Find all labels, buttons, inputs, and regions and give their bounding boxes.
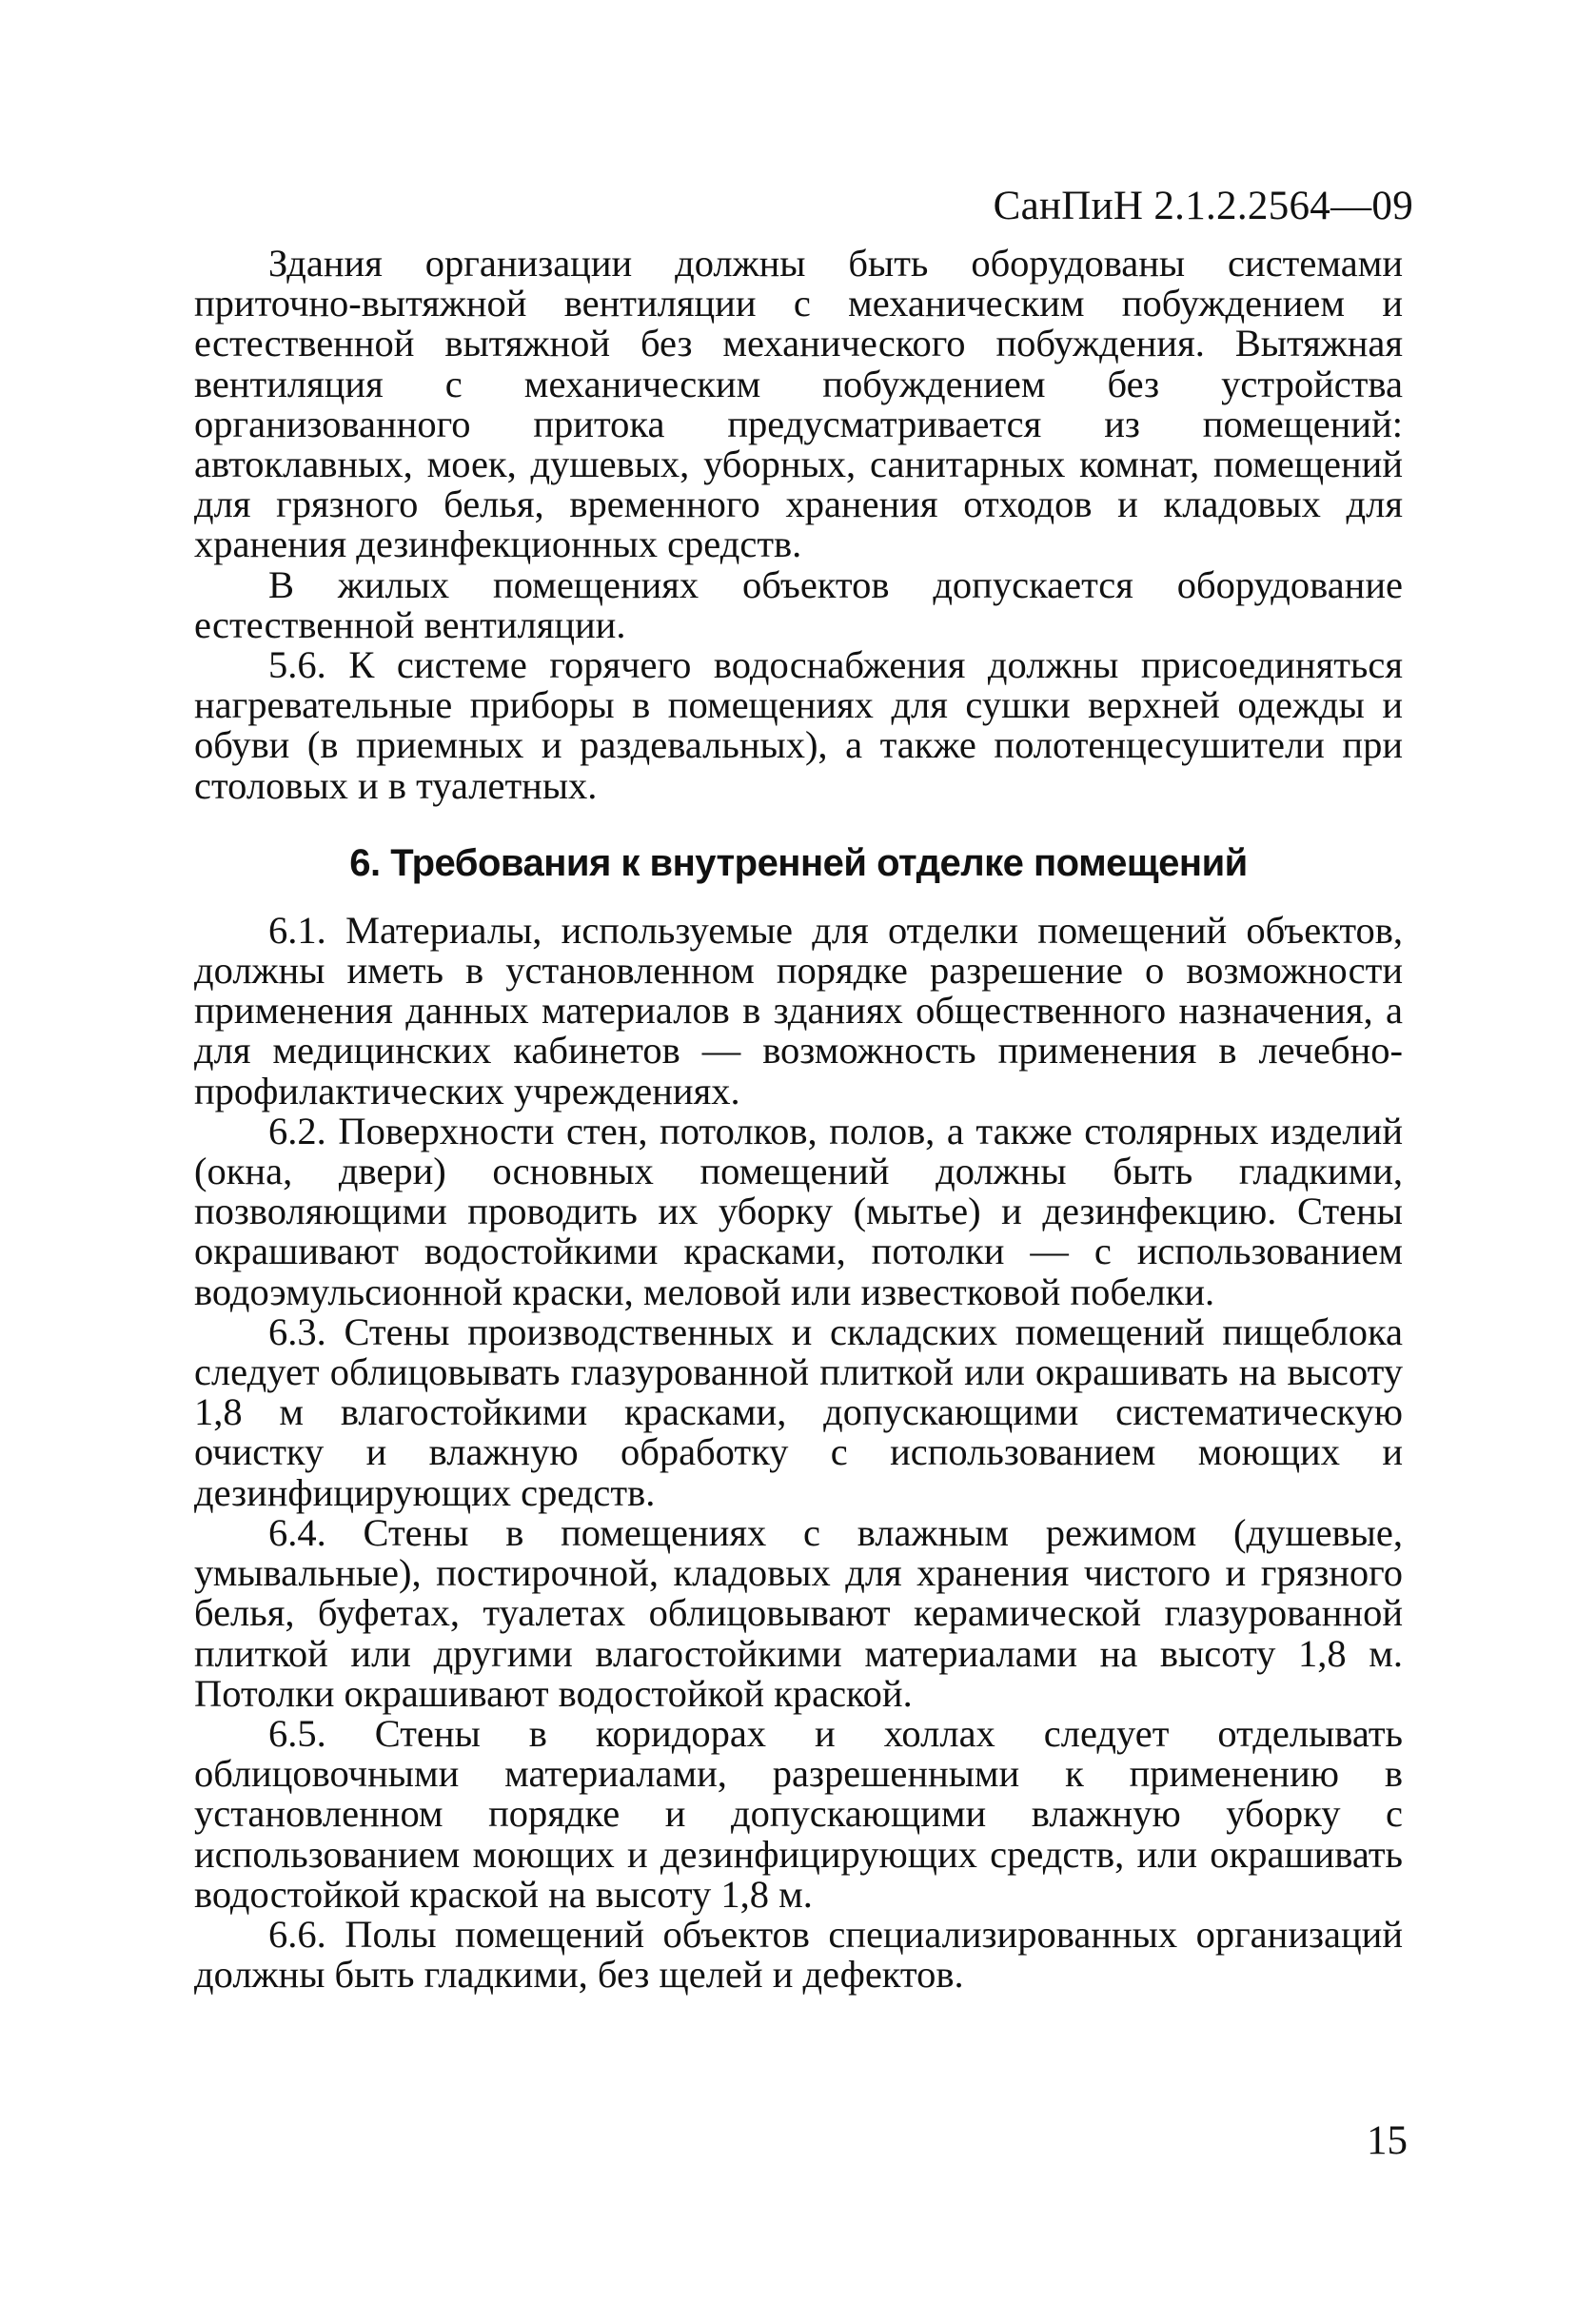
paragraph-6-3: 6.3. Стены производственных и складских помещений пищеблока следует облицовывать глазурованной плиткой или окрашивать на высоту 1,8 м влагостойкими красками, допускающими систематическую очистку и влажную обработку с использованием моющих и дезинфицирующих средств. [194,1309,1403,1514]
section-heading-6: 6. Требования к внутренней отделке помещений [349,841,1248,884]
paragraph-6-4: 6.4. Стены в помещениях с влажным режимом (душевые, умывальные), постирочной, кладовых для хранения чистого и грязного белья, буфетах, туалетах облицовывают керамической глазурованной плиткой или другими влагостойкими материалами на высоту 1,8 м. Потолки окрашивают водостойкой краской. [194,1510,1403,1715]
document-code-header: СанПиН 2.1.2.2564—09 [993,184,1413,228]
paragraph-6-1: 6.1. Материалы, используемые для отделки помещений объектов, должны иметь в установленном порядке разрешение о возможности применения данных материалов в зданиях общественного назначения, а для медицинских кабинетов — возможность применения в лечебно-профилактических учреждениях. [194,908,1403,1112]
paragraph-residential-ventilation: В жилых помещениях объектов допускается оборудование естественной вентиляции. [194,562,1403,646]
paragraph-5-6: 5.6. К системе горячего водоснабжения должны присоединяться нагревательные приборы в помещениях для сушки верхней одежды и обуви (в приемных и раздевальных), а также полотенцесушители при столовых и в туалетных. [194,643,1403,807]
paragraph-ventilation-systems: Здания организации должны быть оборудованы системами приточно-вытяжной вентиляции с механическим побуждением и естественной вытяжной без механического побуждения. Вытяжная вентиляция с механическим побуждением без устройства организованного притока предусматривается из помещений: автоклавных, моек, душевых, уборных, санитарных комнат, помещений для грязного белья, временного хранения отходов и кладовых для хранения дезинфекционных средств. [194,242,1403,566]
paragraph-6-5: 6.5. Стены в коридорах и холлах следует отделывать облицовочными материалами, разрешенными к применению в установленном порядке и допускающими влажную уборку с использованием моющих и дезинфицирующих средств, или окрашивать водостойкой краской на высоту 1,8 м. [194,1711,1403,1916]
paragraph-6-6: 6.6. Полы помещений объектов специализированных организаций должны быть гладкими, без щелей и дефектов. [194,1912,1403,1997]
document-body [194,244,1403,1995]
paragraph-6-2: 6.2. Поверхности стен, потолков, полов, а также столярных изделий (окна, двери) основных помещений должны быть гладкими, позволяющими проводить их уборку (мытье) и дезинфекцию. Стены окрашивают водостойкими красками, потолки — с использованием водоэмульсионной краски, меловой или известковой побелки. [194,1109,1403,1313]
page-number: 15 [1367,2118,1408,2163]
